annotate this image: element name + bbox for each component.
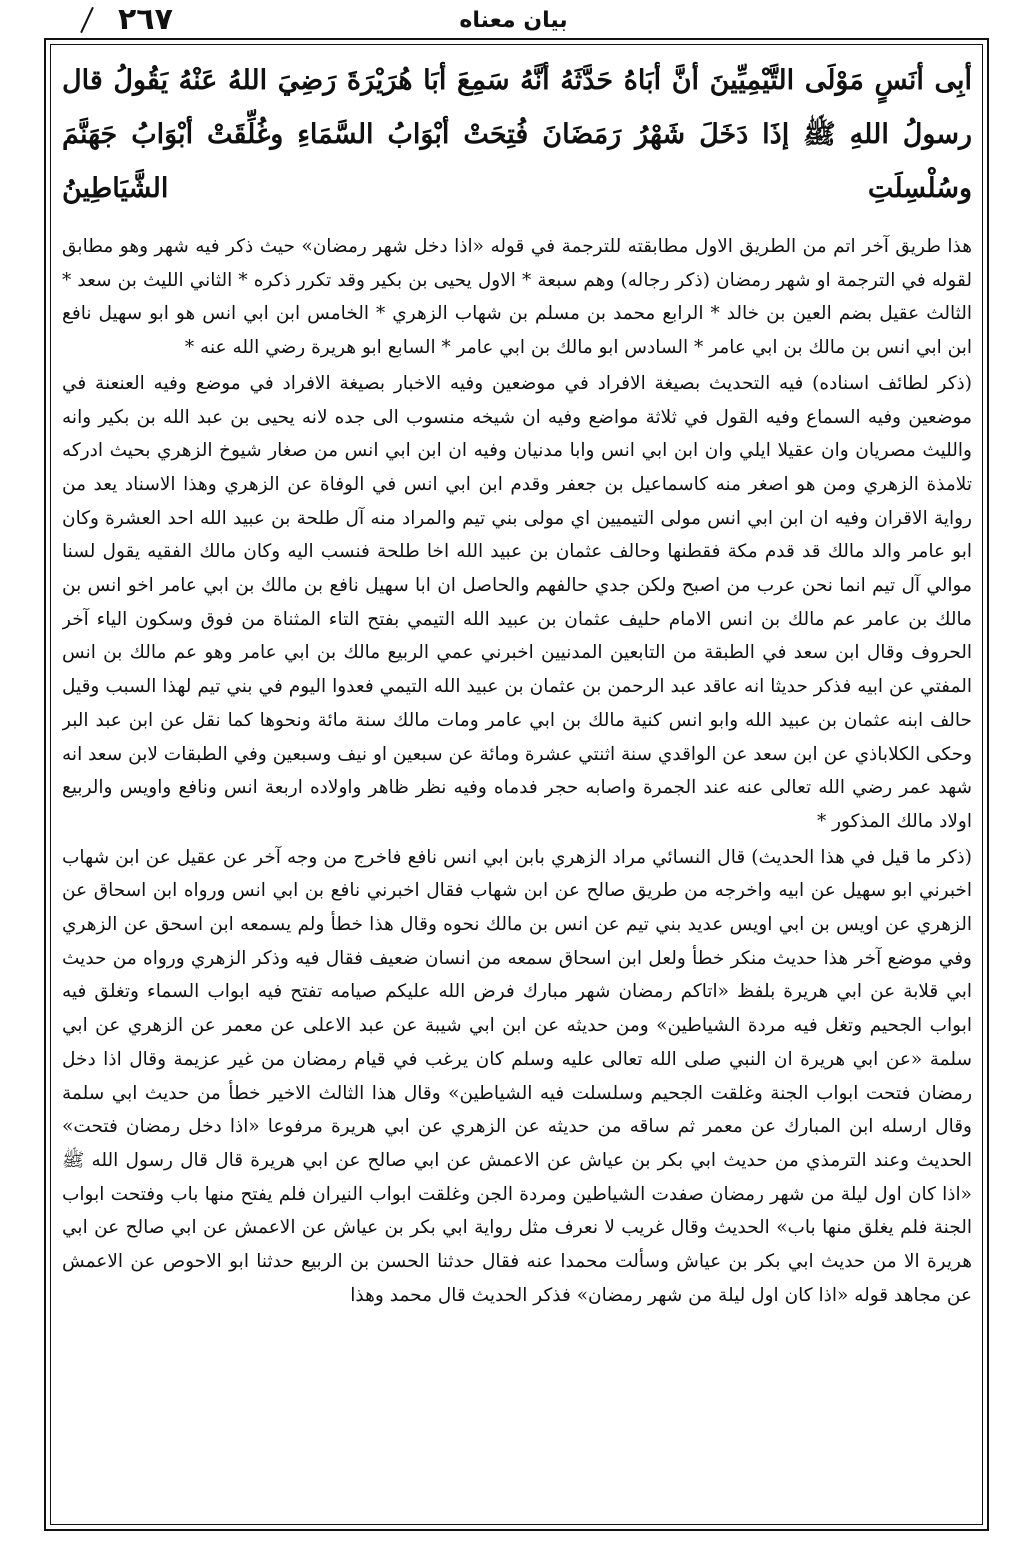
running-head: بيان معناه (459, 8, 568, 33)
commentary-paragraph-isnad: (ذكر لطائف اسناده) فيه التحديث بصيغة الافراد في موضعين وفيه الاخبار بصيغة الافراد في موضع وفيه العنعنة في موضعين وفيه السماع وفيه القول في ثلاثة مواضع وفيه ان شيخه منسوب الى جده لانه يحيى بن عبد الله بن بكير وانه والليث مصريان وان عقيلا ايلي وان ابن ابي انس وابا مدنيان وفيه ان ابن ابي انس من صغار شيوخ الزهري بحيث ادركه تلامذة الزهري ومن هو اصغر منه كاسماعيل بن جعفر وقدم ابن ابي انس في الوفاة عن الزهري وهذا الاسناد يعد من رواية الاقران وفيه ان ابن ابي انس مولى التيميين اي مولى بني تيم والمراد منه آل طلحة بن عبيد الله احد العشرة وكان ابو عامر والد مالك قد قدم مكة فقطنها وحالف عثمان بن عبيد الله اخا طلحة فنسب اليه وكان مالك الفقيه يقول لسنا موالي آل تيم انما نحن عرب من اصبح ولكن جدي حالفهم والحاصل ان ابا سهيل نافع بن مالك بن ابي عامر اخو انس بن مالك بن عامر عم مالك بن انس الامام حليف عثمان بن عبيد الله التيمي بفتح التاء المثناة من فوق وسكون الياء آخر الحروف وقال ابن سعد في الطبقة من التابعين المدنيين اخبرني عمي الربيع مالك بن ابي عامر وهو عم مالك بن انس المفتي عن ابيه فذكر حديثا انه عاقد عبد الرحمن بن عثمان بن عبيد الله التيمي فعدوا اليوم في بني تيم لهذا السبب وقيل حالف ابنه عثمان بن عبيد الله وابو انس كنية مالك بن ابي عامر ومات مالك سنة مائة ونحوها كما نقل عن ابن عبد البر وحكى الكلاباذي عن ابن سعد عن الواقدي سنة اثنتي عشرة ومائة عن سبعين او نيف وسبعين وفي الطبقات لابن سعد انه شهد عمر رضي الله تعالى عنه عند الجمرة واصابه حجر فدماه وفيه نظر ظاهر واولاده اربعة انس ونافع واويس والربيع اولاد مالك المذكور * (62, 372, 972, 832)
hadith-text: أبِى أنَسٍ مَوْلَى التَّيْمِيِّينَ أنَّ أبَاهُ حَدَّثَهُ أنَّهُ سَمِعَ أبَا هُرَيْرَةَ رَضِيَ اللهُ عَنْهُ يَقُولُ قال رسولُ اللهِ ﷺ إذَا دَخَلَ شَهْرُ رَمَضَانَ فُتِحَتْ أبْوَابُ السَّمَاءِ وغُلِّقَتْ أبْوَابُ جَهَنَّمَ وسُلْسِلَتِ الشَّيَاطِينُ (62, 65, 972, 204)
page-number: ٢٦٧ (118, 2, 173, 37)
commentary-paragraph-intro: هذا طريق آخر اتم من الطريق الاول مطابقته للترجمة في قوله «اذا دخل شهر رمضان» حيث ذكر فيه شهر وهو مطابق لقوله في الترجمة او شهر رمضان (ذكر رجاله) وهم سبعة * الاول يحيى بن بكير وقد تكرر ذكره * الثاني الليث بن سعد * الثالث عقيل بضم العين بن خالد * الرابع محمد بن مسلم بن شهاب الزهري * الخامس ابن ابي انس هو ابو سهيل نافع ابن ابي انس بن مالك بن ابي عامر * السادس ابو مالك بن ابي عامر * السابع ابو هريرة رضي الله عنه * (62, 236, 972, 359)
page-body (62, 54, 972, 1519)
commentary-paragraph-remarks: (ذكر ما قيل في هذا الحديث) قال النسائي مراد الزهري بابن ابي انس نافع فاخرج من وجه آخر عن عقيل عن ابن شهاب اخبرني ابو سهيل عن ابيه واخرجه من طريق صالح عن ابن شهاب فقال اخبرني نافع بن ابي انس ورواه ابن اسحاق عن الزهري عن اويس بن ابي اويس عديد بني تيم عن انس بن مالك نحوه وقال هذا خطأ ولم يسمعه ابن اسحق عن الزهري وفي موضع آخر هذا حديث منكر خطأ ولعل ابن اسحاق سمعه من انسان ضعيف فقال فيه وذكر الزهري ورواه من حديث ابي قلابة عن ابي هريرة بلفظ «اتاكم رمضان شهر مبارك فرض الله عليكم صيامه تفتح فيه ابواب السماء وتغلق فيه ابواب الجحيم وتغل فيه مردة الشياطين» ومن حديثه عن ابن ابي شيبة عن عبد الاعلى عن معمر عن الزهري عن ابي سلمة «عن ابي هريرة ان النبي صلى الله تعالى عليه وسلم كان يرغب في قيام رمضان من غير عزيمة وقال اذا دخل رمضان فتحت ابواب الجنة وغلقت الجحيم وسلسلت فيه الشياطين» وقال هذا الثالث الاخير خطأ من حديث ابي سلمة وقال ارسله ابن المبارك عن معمر ثم ساقه من حديثه عن الزهري عن ابي هريرة مرفوعا «اذا دخل رمضان فتحت» الحديث وعند الترمذي من حديث ابي بكر بن عياش عن الاعمش عن ابي صالح عن ابي هريرة قال قال رسول الله ﷺ «اذا كان اول ليلة من شهر رمضان صفدت الشياطين ومردة الجن وغلقت ابواب النيران فلم يفتح منها باب وفتحت ابواب الجنة فلم يغلق منها باب» الحديث وقال غريب لا نعرف مثل رواية ابي بكر بن عياش عن الاعمش عن ابي صالح عن ابي هريرة الا من حديث ابي بكر بن عياش وسألت محمدا عنه فقال حدثنا الحسن بن الربيع حدثنا ابو الاحوص عن الاعمش عن مجاهد قوله «اذا كان اول ليلة من شهر رمضان» فذكر الحديث قال محمد وهذا (62, 846, 972, 1306)
